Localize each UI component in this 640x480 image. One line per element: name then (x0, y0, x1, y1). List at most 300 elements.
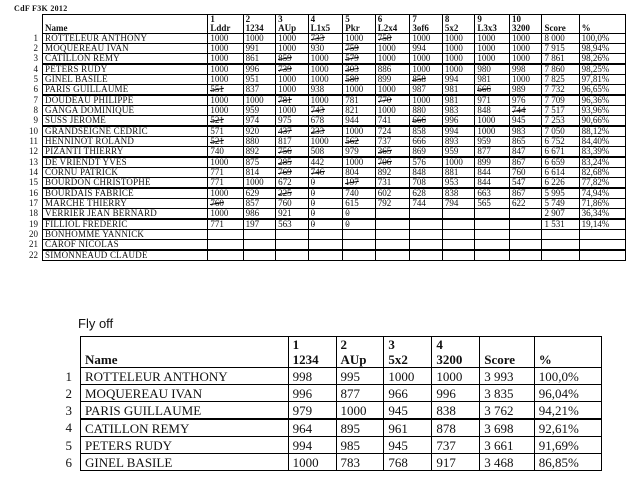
score-cell (288, 402, 336, 420)
score-cell (579, 75, 625, 85)
column-label: 5x2 (444, 23, 459, 33)
score-cell (375, 168, 410, 178)
score-cell (243, 209, 275, 220)
score-value: 1000 (245, 95, 264, 105)
score-cell (375, 188, 410, 199)
score-value: 1000 (377, 43, 396, 53)
score-value: 96,04% (538, 385, 579, 401)
score-cell (243, 147, 275, 158)
score-cell (509, 147, 541, 158)
table-row (54, 368, 602, 385)
score-cell (509, 126, 541, 137)
score-cell (442, 240, 474, 251)
discarded-score: 739 (278, 64, 292, 74)
column-header (432, 337, 480, 368)
score-value: 7 709 (544, 95, 565, 105)
table-row (26, 209, 626, 220)
score-value: 1000 (377, 53, 396, 63)
discarded-score: 365 (377, 146, 392, 156)
score-value: 951 (245, 74, 260, 84)
discarded-score: 0 (345, 219, 350, 229)
column-number: 8 (444, 14, 450, 24)
score-value: 98,26% (581, 53, 610, 63)
discarded-score: 285 (278, 157, 292, 167)
score-value: 1000 (278, 43, 297, 53)
results-table (26, 14, 626, 261)
pilot-name: BOURDON CHRISTOPHE (43, 178, 208, 189)
score-cell (375, 54, 410, 65)
score-cell (579, 188, 625, 199)
row-rank: 2 (65, 385, 72, 401)
score-value: 899 (477, 157, 491, 167)
score-cell (509, 250, 541, 261)
score-value: 1000 (477, 43, 496, 53)
score-value: 945 (388, 437, 408, 453)
column-header (534, 337, 601, 368)
column-number: 5 (345, 14, 350, 24)
row-rank: 11 (29, 136, 38, 146)
score-value: 817 (278, 136, 292, 146)
score-cell (542, 137, 579, 147)
table-row (54, 419, 602, 437)
score-value: 1000 (278, 33, 297, 43)
score-cell (308, 54, 343, 65)
pilot-name: PETERS RUDY (43, 64, 208, 75)
column-label: L2x4 (377, 23, 398, 33)
score-cell (243, 95, 275, 106)
score-value: 77,82% (581, 177, 610, 187)
score-cell (410, 230, 442, 240)
score-cell (208, 54, 243, 65)
score-cell (542, 219, 579, 230)
column-header (480, 337, 535, 368)
discarded-score: 579 (345, 53, 359, 63)
row-rank: 1 (33, 33, 38, 43)
column-label: Name (45, 23, 68, 33)
score-cell (343, 157, 375, 168)
discarded-score: 733 (310, 33, 325, 43)
score-cell (542, 147, 579, 158)
pilot-name: CORNU PATRICK (43, 168, 208, 178)
score-value: 771 (210, 177, 224, 187)
score-cell (475, 85, 510, 96)
score-cell (308, 137, 343, 147)
score-cell (410, 34, 442, 44)
score-value: 1000 (345, 84, 364, 94)
score-value: 964 (292, 420, 313, 436)
score-value: 875 (245, 157, 260, 167)
score-value: 1000 (412, 95, 431, 105)
score-value: 975 (278, 115, 292, 125)
score-value: 981 (444, 95, 459, 105)
score-cell (336, 419, 384, 437)
discarded-score: 760 (210, 198, 224, 208)
score-cell (276, 95, 309, 106)
score-value: 100,0% (581, 33, 610, 43)
score-value: 724 (377, 126, 392, 136)
score-value: 838 (436, 402, 456, 418)
score-cell (442, 44, 474, 54)
score-cell (410, 168, 442, 178)
score-value: 996 (436, 385, 456, 401)
pilot-name: DOUDEAU PHILIPPE (43, 95, 208, 106)
column-label: 5x2 (388, 352, 408, 367)
score-cell (442, 85, 474, 96)
row-rank: 8 (33, 105, 38, 115)
table-row (26, 106, 626, 116)
score-value: 847 (511, 146, 526, 156)
score-value: 976 (511, 95, 526, 105)
score-cell (475, 250, 510, 261)
table-row (26, 85, 626, 96)
pilot-name: CAROF NICOLAS (43, 240, 208, 251)
score-value: 1000 (310, 74, 329, 84)
column-number: 2 (340, 337, 347, 352)
score-cell (509, 54, 541, 65)
score-cell (208, 240, 243, 251)
score-value: 869 (412, 146, 426, 156)
score-cell (410, 95, 442, 106)
pilot-name: MARCHE THIERRY (43, 199, 208, 209)
score-cell (442, 250, 474, 261)
score-value: 1000 (310, 95, 329, 105)
score-value: 1000 (444, 64, 463, 74)
score-cell (579, 230, 625, 240)
column-label: 1234 (245, 23, 264, 33)
column-header (410, 15, 442, 34)
score-value: 966 (388, 385, 408, 401)
score-value: 1000 (210, 95, 229, 105)
score-cell (276, 188, 309, 199)
column-number: 10 (511, 14, 521, 24)
score-cell (475, 116, 510, 127)
score-cell (243, 116, 275, 127)
discarded-score: 758 (377, 33, 392, 43)
score-cell (442, 168, 474, 178)
row-rank: 22 (29, 249, 38, 260)
score-value: 3 468 (484, 454, 514, 470)
score-cell (308, 219, 343, 230)
score-cell (475, 137, 510, 147)
score-cell (384, 454, 432, 471)
score-cell (475, 199, 510, 209)
row-rank: 16 (29, 187, 38, 198)
score-cell (243, 137, 275, 147)
score-cell (243, 157, 275, 168)
flyoff-label: Fly off (78, 316, 114, 331)
score-cell (542, 44, 579, 54)
column-label: AUp (340, 352, 367, 367)
discarded-score: 666 (412, 115, 426, 125)
score-cell (410, 178, 442, 189)
score-cell (308, 230, 343, 240)
pilot-name: BOURDAIS FABRICE (43, 188, 208, 199)
score-value: 877 (477, 146, 491, 156)
score-cell (509, 44, 541, 54)
pilot-name: HENNINOT ROLAND (43, 137, 208, 147)
score-cell (384, 419, 432, 437)
score-cell (208, 85, 243, 96)
score-value: 848 (477, 105, 491, 115)
score-cell (442, 137, 474, 147)
score-cell (243, 44, 275, 54)
score-value: 1000 (444, 53, 463, 63)
score-cell (579, 85, 625, 96)
score-cell (208, 209, 243, 220)
column-label: Score (484, 352, 516, 367)
score-value: 987 (412, 84, 426, 94)
column-header (579, 15, 625, 34)
column-number: 1 (292, 337, 300, 352)
pilot-name: ROTTELEUR ANTHONY (43, 34, 208, 44)
score-value: 565 (477, 198, 491, 208)
score-cell (343, 85, 375, 96)
score-cell (276, 106, 309, 116)
score-cell (509, 157, 541, 168)
score-cell (343, 209, 375, 220)
pilot-name: SIMONNEAUD CLAUDE (43, 250, 208, 261)
column-label: Score (544, 23, 566, 33)
score-cell (276, 157, 309, 168)
row-rank: 4 (33, 63, 38, 74)
score-cell (509, 178, 541, 189)
score-value: 959 (477, 136, 491, 146)
pilot-name: GINEL BASILE (81, 454, 289, 471)
table-row (26, 44, 626, 54)
discarded-score: 781 (278, 95, 292, 105)
score-cell (579, 209, 625, 220)
score-cell (475, 168, 510, 178)
score-cell (308, 44, 343, 54)
score-cell (475, 54, 510, 65)
pilot-name: DE VRIENDT YVES (43, 157, 208, 168)
column-header (243, 15, 275, 34)
score-value: 893 (444, 136, 459, 146)
score-cell (534, 419, 601, 437)
score-value: 996 (292, 385, 313, 401)
score-value: 1000 (340, 402, 367, 418)
score-value: 844 (477, 177, 491, 187)
table-row (26, 188, 626, 199)
discarded-score: 744 (511, 105, 526, 115)
score-cell (243, 34, 275, 44)
score-cell (579, 116, 625, 127)
score-cell (442, 75, 474, 85)
discarded-score: 521 (210, 136, 224, 146)
score-cell (579, 44, 625, 54)
column-header (208, 15, 243, 34)
score-cell (308, 126, 343, 137)
score-cell (475, 188, 510, 199)
score-cell (480, 385, 535, 402)
flyoff-table (54, 336, 602, 471)
score-value: 1000 (210, 157, 229, 167)
score-value: 3 993 (484, 368, 514, 384)
score-value: 858 (412, 126, 426, 136)
score-value: 737 (377, 136, 392, 146)
score-value: 740 (345, 188, 359, 198)
pilot-name: PARIS GUILLAUME (43, 85, 208, 96)
score-cell (343, 219, 375, 230)
score-value: 100,0% (538, 368, 579, 384)
score-value: 6 671 (544, 146, 565, 156)
table-row (54, 437, 602, 454)
score-cell (410, 44, 442, 54)
score-value: 1000 (210, 43, 229, 53)
score-cell (442, 178, 474, 189)
table-row (26, 54, 626, 65)
score-cell (534, 368, 601, 385)
score-value: 93,96% (581, 105, 610, 115)
score-cell (442, 106, 474, 116)
table-row (26, 240, 626, 251)
discarded-score: 756 (278, 146, 292, 156)
score-value: 996 (444, 115, 459, 125)
score-cell (276, 54, 309, 65)
score-value: 989 (511, 84, 526, 94)
score-cell (288, 454, 336, 471)
score-value: 563 (278, 219, 292, 229)
score-cell (375, 199, 410, 209)
score-value: 19,14% (581, 219, 610, 229)
score-value: 1000 (444, 43, 463, 53)
score-value: 961 (388, 420, 408, 436)
score-value: 991 (245, 43, 260, 53)
score-cell (243, 178, 275, 189)
score-value: 848 (412, 167, 426, 177)
score-cell (208, 64, 243, 75)
score-cell (375, 178, 410, 189)
column-header (308, 15, 343, 34)
score-cell (208, 116, 243, 127)
score-value: 1000 (412, 33, 431, 43)
score-cell (579, 250, 625, 261)
table-row (26, 126, 626, 137)
score-value: 1000 (436, 368, 463, 384)
score-cell (308, 199, 343, 209)
score-cell (442, 54, 474, 65)
table-row (26, 137, 626, 147)
score-value: 892 (245, 146, 260, 156)
score-cell (343, 54, 375, 65)
score-cell (542, 178, 579, 189)
score-cell (288, 419, 336, 437)
score-cell (243, 199, 275, 209)
score-value: 508 (310, 146, 325, 156)
score-value: 7 050 (544, 126, 565, 136)
score-cell (475, 64, 510, 75)
column-header (336, 337, 384, 368)
score-value: 84,40% (581, 136, 610, 146)
score-value: 771 (210, 167, 224, 177)
score-cell (509, 95, 541, 106)
column-header (375, 15, 410, 34)
score-cell (509, 240, 541, 251)
score-value: 1000 (477, 115, 496, 125)
score-cell (343, 199, 375, 209)
score-cell (475, 75, 510, 85)
score-value: 7 860 (544, 64, 565, 74)
score-value: 1000 (511, 33, 530, 43)
score-cell (442, 116, 474, 127)
row-rank: 18 (29, 208, 38, 219)
score-value: 2 907 (544, 208, 565, 218)
score-value: 998 (292, 368, 313, 384)
table-row (26, 250, 626, 261)
discarded-score: 521 (210, 115, 224, 125)
score-cell (542, 240, 579, 251)
score-cell (276, 126, 309, 137)
score-value: 622 (511, 198, 526, 208)
discarded-score: 437 (278, 126, 292, 136)
score-cell (243, 64, 275, 75)
score-value: 892 (377, 167, 392, 177)
score-cell (208, 230, 243, 240)
score-cell (509, 219, 541, 230)
score-value: 36,34% (581, 208, 610, 218)
score-value: 838 (444, 188, 459, 198)
score-cell (442, 34, 474, 44)
column-number: 9 (477, 14, 482, 24)
column-label: 1234 (292, 352, 319, 367)
row-rank: 20 (29, 229, 38, 239)
score-cell (410, 219, 442, 230)
table-row (26, 95, 626, 106)
column-spacer (26, 15, 43, 34)
score-cell (208, 137, 243, 147)
column-number: 4 (436, 337, 443, 352)
score-cell (442, 230, 474, 240)
row-rank: 15 (29, 177, 38, 188)
score-cell (243, 240, 275, 251)
score-cell (442, 64, 474, 75)
score-value: 768 (388, 454, 408, 470)
score-value: 8 000 (544, 33, 565, 43)
table-row (26, 157, 626, 168)
score-cell (579, 240, 625, 251)
score-cell (288, 385, 336, 402)
score-cell (442, 126, 474, 137)
score-cell (308, 106, 343, 116)
document-title: CdF F3K 2012 (14, 4, 68, 13)
row-rank: 7 (33, 94, 38, 105)
score-value: 880 (412, 105, 426, 115)
score-cell (276, 64, 309, 75)
score-cell (432, 419, 480, 437)
score-cell (410, 157, 442, 168)
row-rank: 3 (65, 402, 72, 418)
score-cell (288, 368, 336, 385)
column-label: L1x5 (310, 23, 331, 33)
score-value: 974 (245, 115, 260, 125)
score-cell (375, 209, 410, 220)
score-cell (208, 168, 243, 178)
score-value: 994 (292, 437, 313, 453)
score-value: 959 (444, 146, 459, 156)
score-cell (384, 368, 432, 385)
discarded-score: 0 (310, 219, 316, 229)
score-cell (343, 230, 375, 240)
score-value: 1000 (245, 177, 264, 187)
score-cell (276, 219, 309, 230)
score-cell (343, 126, 375, 137)
discarded-score: 0 (310, 188, 316, 198)
score-value: 86,85% (538, 454, 579, 470)
discarded-score: 197 (345, 177, 359, 187)
score-cell (343, 116, 375, 127)
score-cell (542, 95, 579, 106)
score-value: 1000 (210, 53, 229, 63)
